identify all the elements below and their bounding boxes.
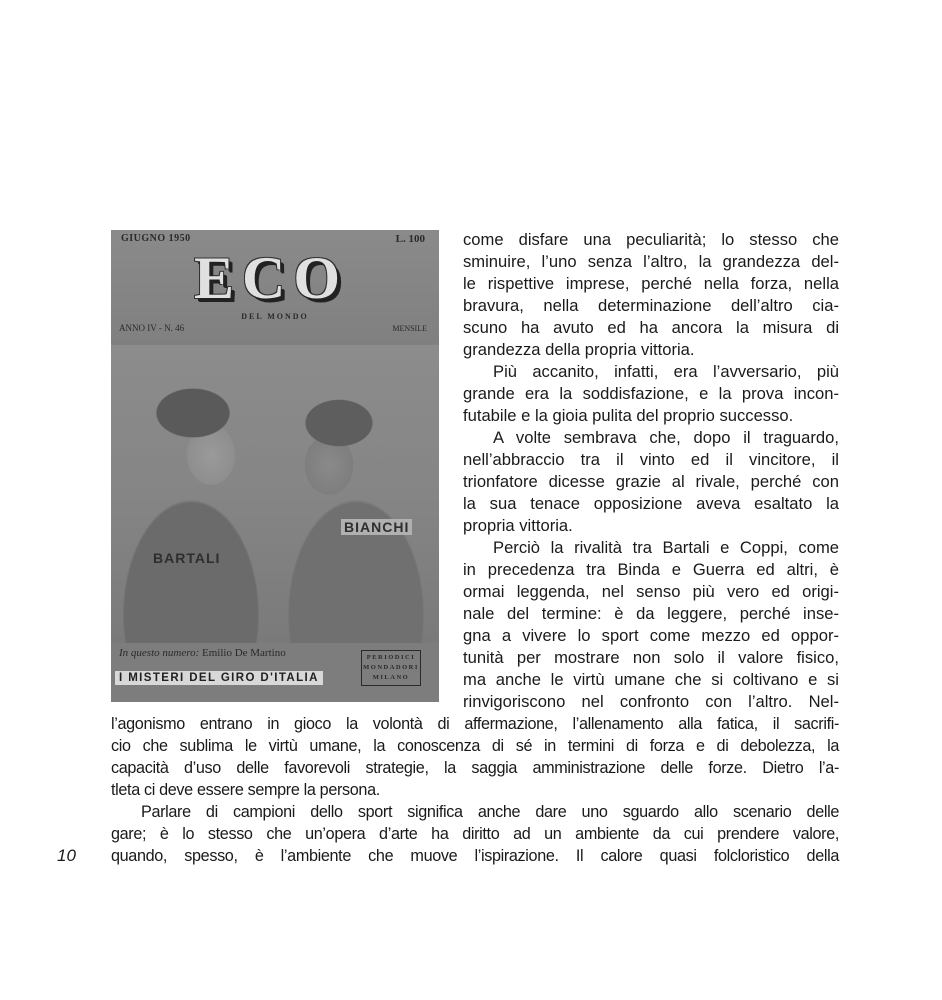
cover-title: ECO: [193, 245, 349, 311]
text-line: Più accanito, infatti, era l’avversario, più: [493, 362, 839, 381]
page-number: 10: [57, 846, 76, 865]
cover-masthead: [111, 230, 439, 347]
cover-issue: ANNO IV - N. 46: [119, 323, 185, 333]
cover-in-this-issue: [119, 647, 286, 659]
text-line: le rispettive imprese, perché nella forza, nella: [463, 274, 839, 293]
cover-price: L. 100: [395, 233, 425, 245]
text-line: in precedenza tra Binda e Guerra ed altri, è: [463, 560, 839, 579]
text-line: nale del termine: è da leggere, perché inse-: [463, 604, 839, 623]
text-line: grandezza della propria vittoria.: [463, 340, 695, 359]
text-line: scuno ha avuto ed ha ancora la misura di: [463, 318, 839, 337]
publisher-line: PERIODICI: [366, 654, 416, 661]
text-line: la sua tenace opposizione aveva esaltato la: [463, 494, 839, 513]
text-line: tunità per mostrare non solo il valore fisico,: [463, 648, 839, 667]
text-line: Perciò la rivalità tra Bartali e Coppi, come: [493, 538, 839, 557]
in-this-issue-label: In questo numero:: [119, 647, 200, 659]
cover-headline: I MISTERI DEL GIRO D'ITALIA: [115, 671, 323, 685]
body-text-full-width: [111, 713, 839, 867]
jersey-label-right: BIANCHI: [341, 519, 412, 535]
text-line: tleta ci deve essere sempre la persona.: [111, 781, 380, 799]
publisher-line: MILANO: [372, 674, 410, 681]
text-line: quando, spesso, è l’ambiente che muove l’ispirazione. Il calore quasi folcloristico della: [111, 847, 839, 865]
cover-footer: [111, 643, 439, 702]
in-this-issue-author: Emilio De Martino: [202, 647, 286, 659]
cover-frequency: MENSILE: [392, 324, 427, 333]
cover-publisher-box: [361, 650, 421, 686]
text-line: A volte sembrava che, dopo il traguardo,: [493, 428, 839, 447]
cover-subtitle: DEL MONDO: [241, 312, 309, 321]
cover-date: GIUGNO 1950: [121, 233, 191, 244]
text-line: ormai leggenda, nel senso più vero ed origi-: [463, 582, 839, 601]
text-line: nell’abbraccio tra il vinto ed il vincitore, il: [463, 450, 839, 469]
text-line: propria vittoria.: [463, 516, 573, 535]
text-line: sminuire, l’uno senza l’altro, la grandezza del-: [463, 252, 839, 271]
cyclists-photo: [111, 345, 439, 643]
text-line: l’agonismo entrano in gioco la volontà di affermazione, l’allenamento alla fatica, il sacrifi-: [111, 715, 839, 733]
text-line: gare; è lo stesso che un’opera d’arte ha diritto ad un ambiente da cui prendere valore,: [111, 825, 839, 843]
text-line: cio che sublima le virtù umane, la conoscenza di sé in termini di forza e di debolezza, la: [111, 737, 839, 755]
jersey-label-left: BARTALI: [153, 550, 221, 566]
text-line: capacità d’uso delle favorevoli strategie, la saggia amministrazione delle forze. Dietro l’a-: [111, 759, 839, 777]
text-line: trionfatore dicesse grazie al rivale, perché con: [463, 472, 839, 491]
text-line: grande era la soddisfazione, e la prova incon-: [463, 384, 839, 403]
text-line: gna a vivere lo sport come mezzo ed oppor-: [463, 626, 839, 645]
publisher-line: MONDADORI: [363, 664, 419, 671]
text-line: bravura, nella determinazione dell’altro cia-: [463, 296, 839, 315]
text-line: Parlare di campioni dello sport significa anche dare uno sguardo allo scenario delle: [141, 803, 839, 821]
text-line: futabile e la gioia pulita del proprio successo.: [463, 406, 794, 425]
body-text-column: [463, 229, 839, 713]
magazine-cover-image: [111, 230, 439, 702]
text-line: come disfare una peculiarità; lo stesso che: [463, 230, 839, 249]
text-line: rinvigoriscono nel confronto con l’altro. Nel-: [463, 692, 839, 711]
text-line: ma anche le virtù umane che si coltivano e si: [463, 670, 839, 689]
